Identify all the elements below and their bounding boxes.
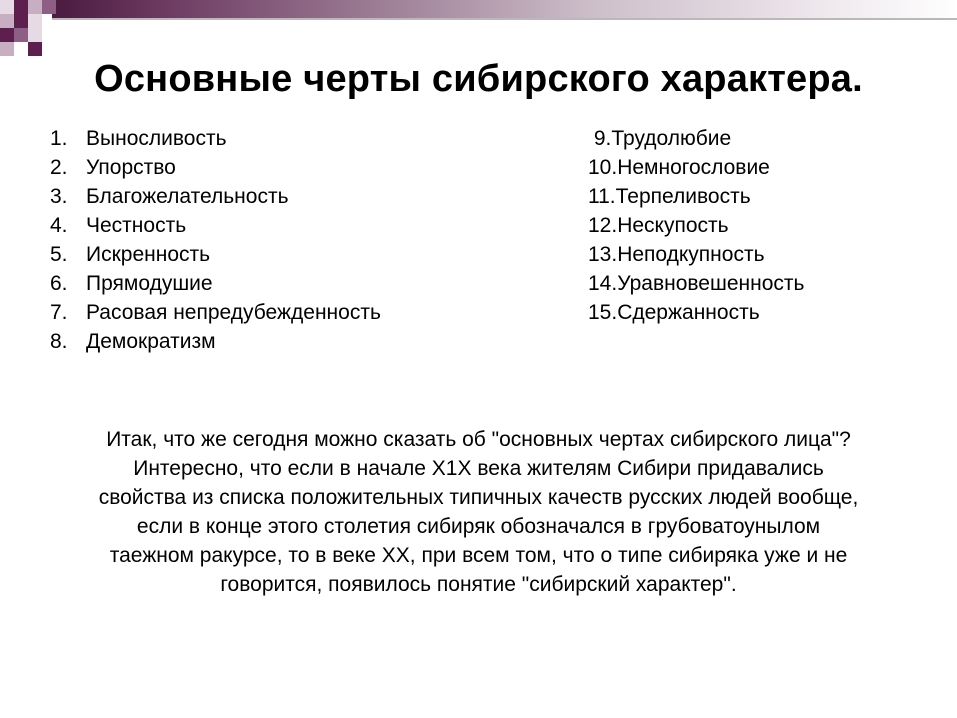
list-item <box>50 153 381 182</box>
list-item: 13.Неподкупность <box>588 243 765 266</box>
list-item: 9.Трудолюбие <box>588 127 732 150</box>
list-item: 12.Нескупость <box>588 214 729 237</box>
paragraph-line: Итак, что же сегодня можно сказать об "основных чертах сибирского лица"? <box>106 428 851 451</box>
list-item <box>50 240 381 269</box>
item-number: 6. <box>50 272 68 295</box>
decor-square <box>14 14 28 28</box>
traits-list-left <box>50 124 381 356</box>
header-divider <box>52 18 957 20</box>
list-item <box>50 327 381 356</box>
item-text: Честность <box>86 214 187 237</box>
item-number: 5. <box>50 243 68 266</box>
list-item: 11.Терпеливость <box>588 185 751 208</box>
item-text: Выносливость <box>86 127 227 150</box>
decor-square <box>28 28 42 42</box>
list-item <box>50 124 381 153</box>
item-number: 1. <box>50 127 68 150</box>
decor-square <box>14 28 28 42</box>
list-item: 15.Сдержанность <box>588 301 760 324</box>
item-number: 2. <box>50 156 68 179</box>
item-text: Упорство <box>86 156 176 179</box>
paragraph-line: если в конце этого столетия сибиряк обозначался в грубоватоунылом <box>136 515 821 538</box>
item-text: Благожелательность <box>86 185 289 208</box>
decor-square <box>14 0 28 14</box>
list-item: 10.Немногословие <box>588 156 770 179</box>
decor-square <box>42 0 56 14</box>
paragraph-line: таежном ракурсе, то в веке ХХ, при всем том, что о типе сибиряка уже и не <box>109 544 848 567</box>
item-number: 3. <box>50 185 68 208</box>
decor-square <box>0 28 14 42</box>
header-gradient-band <box>52 0 957 18</box>
item-text: Расовая непредубежденность <box>86 301 381 324</box>
paragraph-line: свойства из списка положительных типичных качеств русских людей вообще, <box>98 486 859 509</box>
decor-square <box>28 42 42 56</box>
summary-paragraph <box>20 425 937 599</box>
list-item <box>50 298 381 327</box>
traits-list-right <box>588 124 804 327</box>
decor-square <box>0 14 14 28</box>
list-item: 14.Уравновешенность <box>588 272 805 295</box>
item-text: Прямодушие <box>86 272 213 295</box>
item-text: Демократизм <box>86 330 216 353</box>
decor-square <box>0 0 14 14</box>
paragraph-line: Интересно, что если в начале Х1Х века жителям Сибири придавались <box>133 457 824 480</box>
paragraph-line: говорится, появилось понятие "сибирский характер". <box>220 573 737 596</box>
list-item <box>50 269 381 298</box>
item-number: 4. <box>50 214 68 237</box>
item-number: 8. <box>50 330 68 353</box>
list-item <box>50 182 381 211</box>
page-title: Основные черты сибирского характера. <box>94 58 863 100</box>
decor-square <box>28 0 42 14</box>
item-number: 7. <box>50 301 68 324</box>
list-item <box>50 211 381 240</box>
item-text: Искренность <box>86 243 211 266</box>
decor-square <box>28 14 42 28</box>
decor-square <box>0 42 14 56</box>
